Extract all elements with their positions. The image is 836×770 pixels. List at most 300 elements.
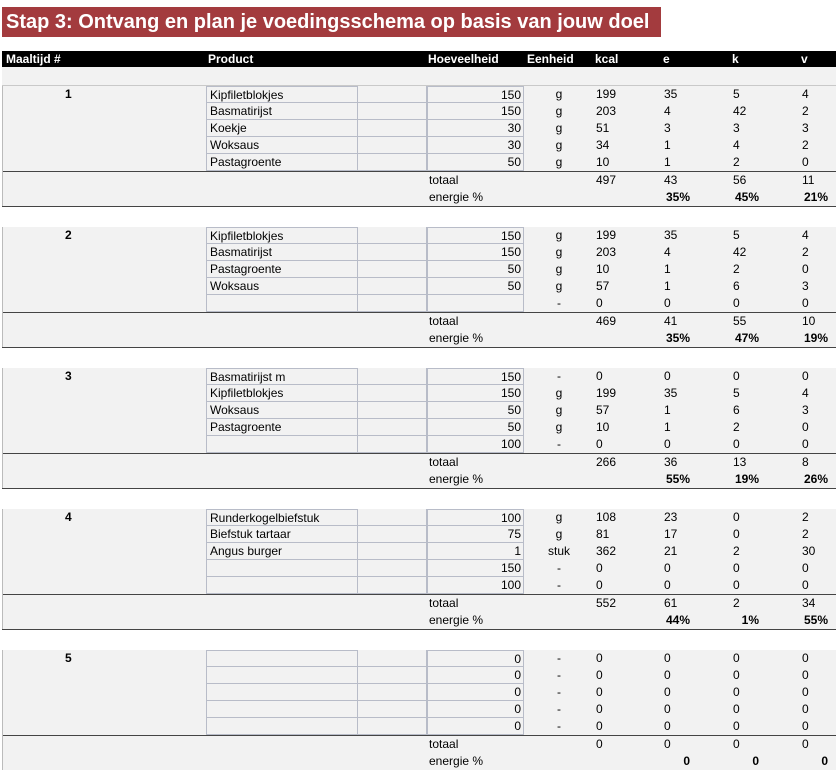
product-cell[interactable]: Biefstuk tartaar — [206, 526, 358, 543]
fat-cell: 2 — [802, 245, 809, 259]
kcal-cell: 57 — [596, 279, 610, 293]
total-v: 10 — [802, 314, 816, 328]
kcal-cell: 0 — [596, 369, 603, 383]
total-label: totaal — [429, 455, 459, 469]
food-row — [3, 718, 836, 735]
product-cell[interactable] — [206, 684, 358, 701]
total-k: 2 — [733, 596, 740, 610]
quantity-cell[interactable]: 0 — [427, 667, 524, 684]
energy-e: 35% — [665, 190, 690, 204]
empty-cell — [358, 543, 427, 560]
empty-cell — [358, 718, 427, 735]
carbs-cell: 0 — [733, 296, 740, 310]
empty-cell — [358, 402, 427, 419]
kcal-cell: 362 — [596, 544, 617, 558]
kcal-cell: 0 — [596, 296, 603, 310]
carbs-cell: 0 — [733, 719, 740, 733]
protein-cell: 4 — [664, 245, 671, 259]
total-e: 61 — [664, 596, 678, 610]
unit-cell: - — [557, 561, 561, 575]
kcal-cell: 0 — [596, 437, 603, 451]
unit-cell: g — [555, 228, 563, 242]
unit-cell: - — [557, 578, 561, 592]
product-cell[interactable]: Woksaus — [206, 402, 358, 419]
meals-container — [2, 86, 836, 770]
carbs-cell: 0 — [733, 369, 740, 383]
header-k: k — [732, 52, 739, 66]
quantity-cell[interactable]: 50 — [427, 278, 524, 295]
empty-cell — [358, 120, 427, 137]
totals-block — [3, 594, 836, 629]
food-row — [3, 577, 836, 594]
quantity-cell[interactable]: 50 — [427, 419, 524, 436]
empty-cell — [358, 368, 427, 385]
carbs-cell: 5 — [733, 228, 740, 242]
fat-cell: 2 — [802, 527, 809, 541]
energy-k: 19% — [734, 472, 759, 486]
carbs-cell: 2 — [733, 262, 740, 276]
total-v: 0 — [802, 737, 809, 751]
carbs-cell: 0 — [733, 651, 740, 665]
product-cell[interactable] — [206, 718, 358, 735]
empty-cell — [358, 227, 427, 244]
quantity-cell[interactable]: 50 — [427, 261, 524, 278]
fat-cell: 0 — [802, 651, 809, 665]
empty-cell — [358, 509, 427, 526]
meal-block — [2, 368, 836, 488]
carbs-cell: 42 — [733, 245, 747, 259]
empty-cell — [358, 244, 427, 261]
protein-cell: 1 — [664, 155, 671, 169]
fat-cell: 0 — [802, 668, 809, 682]
product-cell[interactable]: Basmatirijst — [206, 244, 358, 261]
quantity-cell[interactable]: 0 — [427, 684, 524, 701]
totals-block — [3, 735, 836, 770]
unit-cell: - — [557, 651, 561, 665]
energy-row — [3, 330, 836, 347]
energy-e: 0 — [683, 754, 690, 768]
quantity-cell[interactable]: 30 — [427, 137, 524, 154]
fat-cell: 0 — [802, 702, 809, 716]
empty-cell — [358, 526, 427, 543]
fat-cell: 0 — [802, 437, 809, 451]
carbs-cell: 0 — [733, 527, 740, 541]
total-kcal: 552 — [596, 596, 617, 610]
carbs-cell: 5 — [733, 386, 740, 400]
meal-separator — [2, 347, 836, 368]
unit-cell: - — [557, 296, 561, 310]
quantity-cell[interactable]: 150 — [427, 244, 524, 261]
product-cell[interactable] — [206, 577, 358, 594]
unit-cell: g — [555, 87, 563, 101]
product-cell[interactable]: Basmatirijst — [206, 103, 358, 120]
empty-cell — [358, 701, 427, 718]
energy-v: 55% — [803, 613, 828, 627]
food-row — [3, 86, 836, 103]
food-row — [3, 526, 836, 543]
unit-cell: - — [557, 685, 561, 699]
kcal-cell: 81 — [596, 527, 610, 541]
kcal-cell: 199 — [596, 386, 617, 400]
total-k: 55 — [733, 314, 747, 328]
unit-cell: g — [555, 245, 563, 259]
total-e: 43 — [664, 173, 678, 187]
column-header-row — [2, 51, 836, 67]
unit-cell: g — [555, 279, 563, 293]
food-row — [3, 650, 836, 667]
quantity-cell[interactable] — [427, 295, 524, 312]
empty-cell — [358, 560, 427, 577]
carbs-cell: 0 — [733, 702, 740, 716]
fat-cell: 3 — [802, 279, 809, 293]
carbs-cell: 2 — [733, 420, 740, 434]
protein-cell: 3 — [664, 121, 671, 135]
meal-block — [2, 650, 836, 770]
unit-cell: - — [557, 668, 561, 682]
total-label: totaal — [429, 314, 459, 328]
kcal-cell: 0 — [596, 651, 603, 665]
protein-cell: 1 — [664, 279, 671, 293]
fat-cell: 0 — [802, 420, 809, 434]
product-cell[interactable] — [206, 436, 358, 453]
meal-block — [2, 227, 836, 347]
energy-v: 0 — [821, 754, 828, 768]
product-cell[interactable]: Pastagroente — [206, 261, 358, 278]
meal-number: 3 — [65, 369, 72, 383]
empty-cell — [358, 650, 427, 667]
protein-cell: 1 — [664, 420, 671, 434]
protein-cell: 1 — [664, 262, 671, 276]
kcal-cell: 10 — [596, 420, 610, 434]
empty-cell — [358, 295, 427, 312]
kcal-cell: 0 — [596, 668, 603, 682]
unit-cell: g — [555, 155, 563, 169]
total-e: 41 — [664, 314, 678, 328]
fat-cell: 4 — [802, 87, 809, 101]
kcal-cell: 108 — [596, 510, 617, 524]
empty-cell — [358, 419, 427, 436]
energy-k: 0 — [752, 754, 759, 768]
total-k: 0 — [733, 737, 740, 751]
meal-number: 2 — [65, 228, 72, 242]
quantity-cell[interactable]: 150 — [427, 385, 524, 402]
food-row — [3, 244, 836, 261]
total-k: 13 — [733, 455, 747, 469]
product-cell[interactable]: Woksaus — [206, 278, 358, 295]
product-cell[interactable] — [206, 667, 358, 684]
food-row — [3, 261, 836, 278]
fat-cell: 0 — [802, 262, 809, 276]
meal-number: 4 — [65, 510, 72, 524]
carbs-cell: 0 — [733, 578, 740, 592]
meal-separator — [2, 488, 836, 509]
meal-number: 1 — [65, 87, 72, 101]
food-row — [3, 543, 836, 560]
product-cell[interactable]: Kipfiletblokjes — [206, 385, 358, 402]
protein-cell: 0 — [664, 702, 671, 716]
unit-cell: g — [555, 138, 563, 152]
food-row — [3, 560, 836, 577]
unit-cell: g — [555, 104, 563, 118]
quantity-cell[interactable]: 100 — [427, 509, 524, 526]
quantity-cell[interactable]: 100 — [427, 577, 524, 594]
total-kcal: 266 — [596, 455, 617, 469]
empty-cell — [358, 577, 427, 594]
unit-cell: g — [555, 527, 563, 541]
totals-block — [3, 453, 836, 488]
carbs-cell: 6 — [733, 279, 740, 293]
quantity-cell[interactable]: 50 — [427, 402, 524, 419]
kcal-cell: 0 — [596, 702, 603, 716]
energy-label: energie % — [429, 331, 484, 345]
kcal-cell: 203 — [596, 245, 617, 259]
energy-k: 45% — [734, 190, 759, 204]
quantity-cell[interactable]: 150 — [427, 103, 524, 120]
product-cell[interactable]: Koekje — [206, 120, 358, 137]
fat-cell: 30 — [802, 544, 816, 558]
header-v: v — [801, 52, 808, 66]
carbs-cell: 0 — [733, 668, 740, 682]
protein-cell: 35 — [664, 87, 678, 101]
kcal-cell: 10 — [596, 262, 610, 276]
meal-number: 5 — [65, 651, 72, 665]
energy-label: energie % — [429, 754, 484, 768]
total-kcal: 469 — [596, 314, 617, 328]
energy-v: 19% — [803, 331, 828, 345]
header-spacer — [2, 67, 836, 86]
energy-row — [3, 612, 836, 629]
empty-cell — [358, 667, 427, 684]
protein-cell: 0 — [664, 719, 671, 733]
kcal-cell: 199 — [596, 228, 617, 242]
quantity-cell[interactable]: 75 — [427, 526, 524, 543]
kcal-cell: 34 — [596, 138, 610, 152]
quantity-cell[interactable]: 1 — [427, 543, 524, 560]
food-row — [3, 137, 836, 154]
header-unit: Eenheid — [527, 52, 574, 66]
total-kcal: 0 — [596, 737, 603, 751]
empty-cell — [358, 261, 427, 278]
fat-cell: 2 — [802, 138, 809, 152]
kcal-cell: 0 — [596, 578, 603, 592]
kcal-cell: 0 — [596, 719, 603, 733]
fat-cell: 0 — [802, 685, 809, 699]
protein-cell: 0 — [664, 685, 671, 699]
product-cell[interactable] — [206, 295, 358, 312]
totals-block — [3, 312, 836, 347]
protein-cell: 0 — [664, 369, 671, 383]
product-cell[interactable] — [206, 650, 358, 667]
total-row — [3, 172, 836, 189]
page-title: Stap 3: Ontvang en plan je voedingsschema op basis van jouw doel — [2, 7, 661, 37]
quantity-cell[interactable]: 50 — [427, 154, 524, 171]
fat-cell: 2 — [802, 510, 809, 524]
protein-cell: 0 — [664, 561, 671, 575]
food-row — [3, 227, 836, 244]
food-row — [3, 154, 836, 171]
carbs-cell: 2 — [733, 544, 740, 558]
energy-e: 55% — [665, 472, 690, 486]
meal-separator — [2, 629, 836, 650]
food-row — [3, 103, 836, 120]
food-row — [3, 419, 836, 436]
kcal-cell: 0 — [596, 685, 603, 699]
product-cell[interactable]: Woksaus — [206, 137, 358, 154]
meal-block — [2, 509, 836, 629]
fat-cell: 0 — [802, 155, 809, 169]
food-row — [3, 295, 836, 312]
quantity-cell[interactable]: 150 — [427, 368, 524, 385]
quantity-cell[interactable]: 150 — [427, 560, 524, 577]
energy-k: 47% — [734, 331, 759, 345]
empty-cell — [358, 86, 427, 103]
empty-cell — [358, 103, 427, 120]
food-row — [3, 436, 836, 453]
quantity-cell[interactable]: 150 — [427, 227, 524, 244]
protein-cell: 1 — [664, 403, 671, 417]
food-row — [3, 278, 836, 295]
protein-cell: 21 — [664, 544, 678, 558]
total-e: 36 — [664, 455, 678, 469]
unit-cell: g — [555, 420, 563, 434]
fat-cell: 2 — [802, 104, 809, 118]
protein-cell: 0 — [664, 668, 671, 682]
product-cell[interactable]: Pastagroente — [206, 419, 358, 436]
kcal-cell: 57 — [596, 403, 610, 417]
total-row — [3, 595, 836, 612]
carbs-cell: 0 — [733, 437, 740, 451]
total-row — [3, 454, 836, 471]
meal-block — [2, 86, 836, 206]
protein-cell: 35 — [664, 228, 678, 242]
header-e: e — [663, 52, 670, 66]
food-row — [3, 385, 836, 402]
energy-v: 26% — [803, 472, 828, 486]
total-label: totaal — [429, 596, 459, 610]
empty-cell — [358, 278, 427, 295]
fat-cell: 3 — [802, 121, 809, 135]
quantity-cell[interactable]: 0 — [427, 701, 524, 718]
product-cell[interactable]: Kipfiletblokjes — [206, 86, 358, 103]
quantity-cell[interactable]: 30 — [427, 120, 524, 137]
fat-cell: 3 — [802, 403, 809, 417]
food-row — [3, 701, 836, 718]
unit-cell: g — [555, 510, 563, 524]
carbs-cell: 0 — [733, 510, 740, 524]
empty-cell — [358, 154, 427, 171]
fat-cell: 0 — [802, 369, 809, 383]
food-row — [3, 402, 836, 419]
empty-cell — [358, 137, 427, 154]
quantity-cell[interactable]: 0 — [427, 718, 524, 735]
carbs-cell: 42 — [733, 104, 747, 118]
total-v: 11 — [802, 173, 815, 187]
unit-cell: - — [557, 719, 561, 733]
carbs-cell: 4 — [733, 138, 740, 152]
product-cell[interactable]: Runderkogelbiefstuk — [206, 509, 358, 526]
kcal-cell: 10 — [596, 155, 610, 169]
protein-cell: 35 — [664, 386, 678, 400]
header-kcal: kcal — [595, 52, 619, 66]
unit-cell: g — [555, 262, 563, 276]
fat-cell: 0 — [802, 561, 809, 575]
carbs-cell: 3 — [733, 121, 740, 135]
energy-e: 35% — [665, 331, 690, 345]
fat-cell: 4 — [802, 228, 809, 242]
unit-cell: g — [555, 403, 563, 417]
protein-cell: 17 — [664, 527, 678, 541]
empty-cell — [358, 385, 427, 402]
protein-cell: 0 — [664, 296, 671, 310]
header-quantity: Hoeveelheid — [428, 52, 499, 66]
total-row — [3, 736, 836, 753]
carbs-cell: 0 — [733, 561, 740, 575]
unit-cell: stuk — [547, 544, 570, 558]
unit-cell: - — [557, 702, 561, 716]
quantity-cell[interactable]: 0 — [427, 650, 524, 667]
product-cell[interactable]: Pastagroente — [206, 154, 358, 171]
protein-cell: 1 — [664, 138, 671, 152]
energy-k: 1% — [741, 613, 759, 627]
energy-v: 21% — [803, 190, 828, 204]
energy-label: energie % — [429, 472, 484, 486]
total-row — [3, 313, 836, 330]
food-row — [3, 667, 836, 684]
carbs-cell: 5 — [733, 87, 740, 101]
unit-cell: - — [557, 437, 561, 451]
product-cell[interactable]: Kipfiletblokjes — [206, 227, 358, 244]
header-meal: Maaltijd # — [6, 52, 61, 66]
product-cell[interactable]: Angus burger — [206, 543, 358, 560]
product-cell[interactable] — [206, 560, 358, 577]
total-v: 8 — [802, 455, 809, 469]
empty-cell — [358, 684, 427, 701]
unit-cell: g — [555, 386, 563, 400]
kcal-cell: 199 — [596, 87, 617, 101]
total-kcal: 497 — [596, 173, 617, 187]
header-product: Product — [208, 52, 254, 66]
total-e: 0 — [664, 737, 671, 751]
total-label: totaal — [429, 173, 459, 187]
food-row — [3, 509, 836, 526]
product-cell[interactable] — [206, 701, 358, 718]
carbs-cell: 6 — [733, 403, 740, 417]
product-cell[interactable]: Basmatirijst m — [206, 368, 358, 385]
energy-e: 44% — [665, 613, 690, 627]
quantity-cell[interactable]: 100 — [427, 436, 524, 453]
nutrition-sheet — [2, 51, 836, 770]
fat-cell: 4 — [802, 386, 809, 400]
energy-row — [3, 471, 836, 488]
food-row — [3, 120, 836, 137]
fat-cell: 0 — [802, 578, 809, 592]
kcal-cell: 203 — [596, 104, 617, 118]
food-row — [3, 684, 836, 701]
fat-cell: 0 — [802, 296, 809, 310]
protein-cell: 0 — [664, 578, 671, 592]
kcal-cell: 0 — [596, 561, 603, 575]
total-v: 34 — [802, 596, 816, 610]
kcal-cell: 51 — [596, 121, 610, 135]
energy-label: energie % — [429, 190, 484, 204]
empty-cell — [358, 436, 427, 453]
unit-cell: g — [555, 121, 563, 135]
energy-label: energie % — [429, 613, 484, 627]
quantity-cell[interactable]: 150 — [427, 86, 524, 103]
protein-cell: 0 — [664, 651, 671, 665]
protein-cell: 4 — [664, 104, 671, 118]
energy-row — [3, 189, 836, 206]
